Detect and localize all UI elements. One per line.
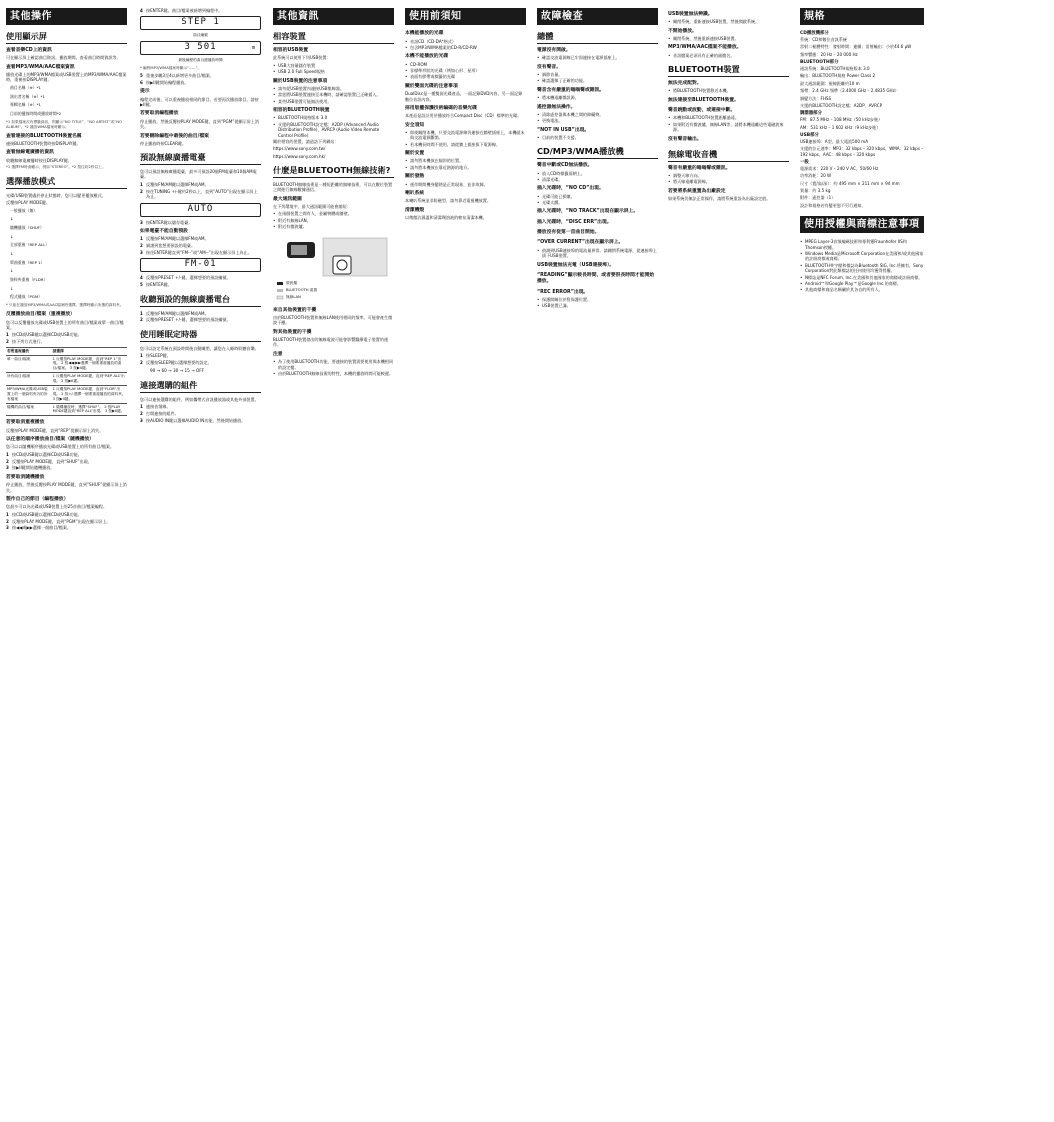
spec-item: FM：87.5 MHz – 108 MHz（50 kHz步進） xyxy=(800,117,883,123)
heading-cd: CD/MP3/WMA播放機 xyxy=(537,146,658,159)
spec-item: 通訊系統：BLUETOOTH規格版本 3.0 xyxy=(800,65,870,71)
step: 1 反覆按FM/AM鍵以選擇FM或AM。 xyxy=(140,181,209,187)
sleep-cycle: 90 → 60 → 30 → 15 → OFF xyxy=(150,368,205,374)
subheading: “REC ERROR”出現。 xyxy=(537,289,589,295)
paragraph: 編程完成後，可以重複播放相同的節目。若要再次播放節目，請按▶II鍵。 xyxy=(140,96,259,108)
footnote: * 編程MP3/WMA檔案時顯示“--.--”。 xyxy=(140,66,202,71)
list-item: • BLUETOOTH®字標和標誌為Bluetooth SIG, Inc.所擁有，Sony Corporation對此類標誌的任何使用均獲得授權。 xyxy=(800,263,924,274)
list-item: • 即使關閉本機，只要交流電源線仍連接在牆壁插座上，本機就未與交流電源斷開。 xyxy=(405,130,526,141)
step: 1 按SLEEP鍵。 xyxy=(140,353,171,359)
flow-arrow: ↓ xyxy=(10,268,14,274)
column-precautions xyxy=(405,8,526,1114)
spec-note: 設計和規格若有變更恕不另行通知。 xyxy=(800,202,866,208)
list-item: • 包含MP3/WMA檔案的CD-R/CD-RW xyxy=(405,45,526,50)
list-item: • 若本機長時間不使用，請從牆上插座拔下電源線。 xyxy=(405,142,526,147)
subheading: 最大通訊範圍 xyxy=(273,196,302,202)
flow-item: 全部重複（REP ALL） xyxy=(10,242,50,248)
spec-item: 附件：遙控器（1） xyxy=(800,195,836,201)
step: 5 重複步驟3至4以新增更多曲目/檔案。 xyxy=(140,73,214,79)
instruction: 反覆按PLAY MODE鍵。 xyxy=(6,200,51,206)
step: 1 按CD或USB鍵以選擇CD或USB功能。 xyxy=(6,511,82,517)
subheading: 本機能播放的光碟 xyxy=(405,31,444,37)
heading-recall: 收聽預設的無線廣播電台 xyxy=(140,294,261,307)
flow-item: 曲目名稱（※）*1 xyxy=(10,84,42,90)
footnote: *1 選擇FM時會顯示，例如“STEREO”。*2 按住約2秒以上。 xyxy=(6,165,106,170)
paragraph: 本喇叭系統並非防磁型，請勿靠近電視機放置。 xyxy=(405,198,491,204)
heading-sleep: 使用睡眠定時器 xyxy=(140,329,261,342)
list-item: • 調節音量。 xyxy=(537,72,658,77)
subheading: 提示 xyxy=(140,89,150,95)
subheading: 不開始播放。 xyxy=(668,28,697,34)
flow-item: 程式播放（PGM） xyxy=(10,294,43,300)
heading-display: 使用顯示屏 xyxy=(6,31,127,44)
spec-item: 支援的BLUETOOTH設定檔：A2DP、AVRCP xyxy=(800,102,883,108)
column-other-info xyxy=(273,8,394,1114)
list-item: • 如果附近有微波爐、無線LAN等，請將本機遠離這些電磁波來源。 xyxy=(668,122,789,133)
list-item: • 光碟可能已損壞。 xyxy=(537,194,658,199)
subheading: 若要取消重複播放 xyxy=(6,420,45,426)
subheading: USB裝置無法辨識。 xyxy=(668,12,713,17)
paragraph: BLUETOOTH裝置發出的無線電波可能會影響醫療電子裝置的運作。 xyxy=(273,337,389,348)
column-specifications xyxy=(800,8,924,1114)
subheading: “READING”顯示較長時間，或者要很長時間才能開始播放。 xyxy=(537,272,655,285)
step: 3 按◀◀或▶▶選擇一個曲目/檔案。 xyxy=(6,525,72,531)
list-item: • 請勿從USB裝置內連接USB集線器。 xyxy=(273,86,394,91)
lcd-display: STEP 1 xyxy=(140,16,261,30)
list-item: • 非標準形狀的光碟（例如心形、星形） xyxy=(405,68,526,73)
table-header: 若要重複播放 xyxy=(6,347,52,355)
list-item: • 表面有膠帶或標籤的光碟 xyxy=(405,74,526,79)
subheading: 無法連接至BLUETOOTH裝置。 xyxy=(668,97,739,103)
step: 3 按ENTER鍵以儲存電臺。 xyxy=(140,219,193,225)
section-header-trademark: 使用授權與商標注意事項 xyxy=(800,216,924,233)
list-item: • 當您將USB裝置連接至本機時，請確認裝置已正確插入。 xyxy=(273,92,394,97)
interference-illustration xyxy=(273,234,394,304)
subheading: 電源沒有開啟。 xyxy=(537,48,571,54)
list-item: • 偵測到USB連接埠的電流量異常。請關閉系統電源，從連接埠上拔下USB裝置。 xyxy=(537,248,658,259)
step: 4 反覆按PRESET +/-鍵，選擇想要的預設編號。 xyxy=(140,275,231,281)
paragraph: 由於BLUETOOTH裝置和無線LAN使用相同的頻率，可能會產生微波干擾。 xyxy=(273,314,393,326)
flow-item: 隨機播放（SHUF） xyxy=(10,224,44,230)
subheading: 關於USB裝置的注意事項 xyxy=(273,78,328,84)
subheading: 喇叭系統 xyxy=(405,190,425,196)
microwave-icon xyxy=(287,242,315,258)
step: 5 按ENTER鍵。 xyxy=(140,282,172,288)
paragraph: 光碟/USB裝置處於停止狀態時，您可以變更播放模式。 xyxy=(6,192,106,198)
step: 2 打開連接的組件。 xyxy=(140,410,179,416)
interference-diagram xyxy=(273,234,394,304)
step: 1 按CD或USB鍵以選擇CD或USB功能。 xyxy=(6,332,82,338)
legend-swatch xyxy=(277,296,283,299)
paragraph: 收聽無線電廣播時按住DISPLAY鍵。 xyxy=(6,157,72,163)
step: 3 按AUDIO IN鍵以選擇AUDIO IN功能，然後開始播放。 xyxy=(140,417,246,423)
step: 2 反覆按PLAY MODE鍵，直到“SHUF”出現。 xyxy=(6,458,92,464)
step: 1 反覆按FM/AM鍵以選擇FM或AM。 xyxy=(140,310,209,316)
subheading: 反覆播放曲目/檔案（重複播放） xyxy=(6,312,75,318)
section-header: 故障檢查 xyxy=(537,8,658,25)
step: 4 按ENTER鍵。曲目/檔案被新增到編程中。 xyxy=(140,8,223,13)
flow-item: 資料夾重複（FLDR） xyxy=(10,276,48,282)
spec-heading: USB部分 xyxy=(800,132,819,138)
list-item: • 為了使用BLUETOOTH功能，要連接的裝置需要使用與本機相同的設定檔。 xyxy=(273,359,394,370)
website-link[interactable]: https://www.sony.com.tw/ xyxy=(273,146,326,152)
list-item: • 請勿將本機放在靠近熱源的地方。 xyxy=(405,165,526,170)
spec-item: 尺寸（寬/高/深）：約 495 mm × 211 mm × 94 mm xyxy=(800,180,900,186)
subheading: 查看連接的BLUETOOTH裝置名稱 xyxy=(6,133,82,139)
paragraph: 以稍微沾濕溫和清潔劑溶液的軟布清潔本機。 xyxy=(405,215,487,220)
spec-item: 調變方法：FHSS xyxy=(800,95,832,101)
step: 2 反覆按PRESET +/-鍵，選擇想要的預設編號。 xyxy=(140,317,231,323)
section-header: 使用前須知 xyxy=(405,8,526,25)
paragraph: 您可以連接選購的組件，例如攜帶式音訊播放器或其他外部裝置。 xyxy=(140,396,259,402)
subheading: 沒有聲音輸出。 xyxy=(668,136,702,142)
paragraph: 反覆按PLAY MODE鍵，直到“REP”從顯示屏上消失。 xyxy=(6,427,104,433)
heading-what-bt: 什麼是BLUETOOTH無線技術? xyxy=(273,165,394,178)
subheading: 製作自己的節目（編程播放） xyxy=(6,496,69,502)
lcd-display: FM-01 xyxy=(140,258,261,272)
subheading: 若要取消編程播放 xyxy=(140,111,179,117)
step: 2 按下列方式進行。 xyxy=(6,339,45,345)
list-item: • 放入CD時標籤面朝上。 xyxy=(537,171,658,176)
step: 3 按▶II鍵開始隨機播放。 xyxy=(6,465,55,471)
list-item: • 關閉系統，然後重新連接USB裝置。 xyxy=(668,36,789,41)
list-item: • 確認交流電源線已牢固連接在電源插座上。 xyxy=(537,55,658,60)
subheading: 若要刪除編程中最後的曲目/檔案 xyxy=(140,133,209,139)
spec-item: 功率消耗：20 W xyxy=(800,173,832,179)
step: 2 調諧到您想要預設的電臺。 xyxy=(140,243,196,249)
spec-item: 質量：約 3.5 kg xyxy=(800,187,831,193)
list-item: • USB大容量儲存裝置 xyxy=(273,63,394,68)
list-item: • 音訊CD（CD-DA*格式） xyxy=(405,39,526,44)
list-item: • USB裝置已滿。 xyxy=(537,303,658,308)
subheading: 插入光碟時，“DISC ERR”出現。 xyxy=(537,219,612,225)
table-row: 隨機的曲目/檔案 1 隨機播放時，選擇“SHUF”。 2 按PLAY MODE鍵直到“REP ALL”出現。 3 按▶II鍵。 xyxy=(6,403,127,416)
subheading: 安全須知 xyxy=(405,122,425,128)
step: 2 反覆按PLAY MODE鍵，直到“PGM”出現在顯示屏上。 xyxy=(6,518,111,524)
subheading: 查看MP3/WMA/AAC檔案資訊 xyxy=(6,64,75,70)
list-item: • 更換電池。 xyxy=(537,118,658,123)
subheading: 插入光碟時，“NO CD”出現。 xyxy=(537,186,604,192)
section-header: 規格 xyxy=(800,8,924,25)
subheading: 如果電臺不能自動預設 xyxy=(140,228,188,234)
lcd-caption: 最後編程的曲目總播放時間 xyxy=(178,58,223,63)
subheading: 若要取消隨機播放 xyxy=(6,474,45,480)
list-item: • 關閉系統，重新連接USB裝置，然後開啟系統。 xyxy=(668,19,789,24)
paragraph: 停止播放，然後反覆按PLAY MODE鍵，直到“SHUF”從顯示屏上消失。 xyxy=(6,482,127,493)
flow-item: 單曲重複（REP 1） xyxy=(10,259,45,265)
step: 1 連接音頻線。 xyxy=(140,404,171,410)
flow-arrow: ↓ xyxy=(10,285,14,291)
flow-item: 一般播放（無） xyxy=(10,207,38,213)
lcd-display: 3 501 m xyxy=(140,41,261,55)
website-link[interactable]: https://www.sony.com.hk/ xyxy=(273,153,326,159)
column-other-operations-cont xyxy=(140,8,261,1114)
spec-heading: BLUETOOTH部分 xyxy=(800,60,839,66)
list-item: • 附近有無線LAN。 xyxy=(273,218,394,223)
paragraph: 如果系統仍無法正常操作，請將系統重設為出廠設定值。 xyxy=(668,196,771,202)
legend-label: 微波爐 xyxy=(286,280,298,285)
paragraph: 您可以以隨機順序播放光碟或USB裝置上的所有曲目/檔案。 xyxy=(6,444,115,450)
subheading: 沒有聲音。 xyxy=(537,64,561,70)
paragraph: 關於相容的裝置，請造訪下列網站： xyxy=(273,138,339,144)
paragraph: DualDisc是一種雙面光碟產品，一面記錄DVD內容，另一面記錄數位音訊內容。 xyxy=(405,91,523,102)
spec-item: 電源需求：220 V – 240 V AC，50/60 Hz xyxy=(800,165,879,171)
spec-heading: 一般 xyxy=(800,159,809,165)
footnote: *1 如果檔案沒有標籤資訊，則顯示“NO TITLE”、“NO ARTIST”或“NO ALBUM”。*2 播放WMA檔案時顯示。 xyxy=(6,119,122,129)
list-item: • Android™和Google Play™是Google Inc.的商標。 xyxy=(800,281,924,286)
list-item: • 確認選擇了正確的功能。 xyxy=(537,78,658,83)
footnote: * 只能在播放MP3/WMA或AAC檔案時選擇。選擇時顯示所選的資料夾。 xyxy=(6,303,124,308)
subheading: MP3/WMA/AAC檔案不能播放。 xyxy=(668,45,742,51)
step: 1 按CD或USB鍵以選擇CD或USB功能。 xyxy=(6,451,82,457)
flow-item: 演出者名稱（※）*1 xyxy=(10,93,45,99)
table-header: 請選擇 xyxy=(52,347,127,355)
spec-heading: CD播放機部分 xyxy=(800,31,829,37)
list-item: • 光碟太髒。 xyxy=(537,200,658,205)
list-item: • 請勿將本機放在傾斜的位置。 xyxy=(405,158,526,163)
section-header: 其他資訊 xyxy=(273,8,394,25)
paragraph: 您可以反覆播放光碟或USB裝置上的所有曲目/檔案或單一曲目/檔案。 xyxy=(6,319,124,330)
list-item: • 附近有微波爐。 xyxy=(273,224,394,229)
subheading: 注意 xyxy=(273,351,283,357)
list-item: • N標誌是NFC Forum, Inc.在美國和其他國家的商標或註冊商標。 xyxy=(800,275,924,280)
subheading: 聲音有嚴重的嗡嗡聲或雜訊。 xyxy=(668,165,731,171)
list-item: • 本機和BLUETOOTH裝置距離過遠。 xyxy=(668,115,789,120)
subheading: 採用版權保護技術編碼的音樂光碟 xyxy=(405,105,477,111)
list-item: • 調整天線方向。 xyxy=(668,173,789,178)
subheading: 聲音跳動或波動，或連接中斷。 xyxy=(668,108,736,114)
paragraph: BLUETOOTH無線技術是一種短距離的無線技術，可以在數位裝置之間進行無線數據通信。 xyxy=(273,181,393,193)
subheading: 相容的BLUETOOTH裝置 xyxy=(273,108,330,114)
list-item: • 將BLUETOOTH裝置移近本機。 xyxy=(668,88,789,93)
subheading: 聲音中斷或CD無法播放。 xyxy=(537,163,593,169)
spec-item: 頻帶：2.4 GHz 頻帶（2.4000 GHz – 2.4835 GHz） xyxy=(800,88,899,94)
spec-heading: 調諧器部分 xyxy=(800,111,822,117)
subheading: 播放沒有從第一首曲目開始。 xyxy=(537,230,600,236)
legend-swatch xyxy=(277,282,283,285)
flow-arrow: ↓ xyxy=(10,250,14,256)
flow-arrow: ↓ xyxy=(10,216,14,222)
step: 3 按住ENTER鍵直到“FM--”或“AM--”出現在顯示屏上為止。 xyxy=(140,250,252,256)
paragraph: 您最多可以為光碟或USB裝置上的25首曲目/檔案編程。 xyxy=(6,504,107,510)
list-item: • MPEG Layer-3音頻編碼技術和專利獲Fraunhofer IIS和Thomson授權。 xyxy=(800,239,924,250)
heading-radio: 無線電收音機 xyxy=(668,149,789,162)
paragraph: 停止播放時按CLEAR鍵。 xyxy=(140,140,187,146)
list-item: • 清除遙控器與本機之間的障礙物。 xyxy=(537,112,658,117)
heading-preset: 預設無線廣播電臺 xyxy=(140,152,261,165)
subheading: 插入光碟時，“NO TRACK”出現在顯示屏上。 xyxy=(537,209,639,215)
legend-label: BLUETOOTH 裝置 xyxy=(286,287,318,292)
spec-item: USB連接埠：A型，最大電流500 mA xyxy=(800,138,869,144)
paragraph: 播放光碟上的MP3/WMA檔案或USB裝置上的MP3/WMA/AAC檔案時，重複按DISPLAY鍵。 xyxy=(6,72,127,83)
list-item: • 由於BLUETOOTH無線技術的特性，本機的播放時間可能較遲。 xyxy=(273,371,394,376)
heading-general: 總體 xyxy=(537,31,658,44)
display-flow xyxy=(10,85,127,116)
list-item: • 運作期間機身變熱是正常現象，並非故障。 xyxy=(405,182,526,187)
subheading: 關於安置 xyxy=(405,151,425,157)
paragraph: 您可以預設無線廣播電臺，最多可預設20個FM電臺和10個AM電臺。 xyxy=(140,169,257,180)
list-item: • 某些USB裝置可能無法使用。 xyxy=(273,99,394,104)
list-item: • 目前的裝置不支援。 xyxy=(537,135,658,140)
paragraph: 此系統可以使用下列USB裝置： xyxy=(273,55,331,61)
lcd-caption: 曲目編號 xyxy=(193,33,208,38)
subheading: 若要將系統重置為出廠設定 xyxy=(668,188,726,194)
lcd-display: AUTO xyxy=(140,203,261,217)
subheading: 來自其他裝置的干擾 xyxy=(273,307,317,313)
table-row: 所有曲目/檔案 1 反覆按PLAY MODE鍵，直到“REP ALL”出現。 2 按▶II鍵。 xyxy=(6,373,127,386)
subheading: 以任意的順序播放曲目/檔案（隨機播放） xyxy=(6,436,95,442)
list-item: • 支援的BLUETOOTH設定檔：A2DP (Advanced Audio Distribution Profile)、AVRCP (Audio Video Remote Control Profile) xyxy=(273,122,394,138)
list-item: • Windows Media是Microsoft Corporation在美國和/或其他國家的註冊商標或商標。 xyxy=(800,251,924,262)
spec-item: 輸出：BLUETOOTH規格 Power Class 2 xyxy=(800,73,876,79)
subheading: USB裝置無法充電（USB連接埠）。 xyxy=(537,262,615,268)
spec-item: 系統：CD和數位音訊系統 xyxy=(800,37,847,42)
column-troubleshooting xyxy=(537,8,658,1114)
table-row: MP3/WMA光碟或USB裝置上的一個資料夾內的所有檔案 1 反覆按PLAY MODE鍵，直到“FLDR”出現。 2 按+/-選擇一個要重複播放的資料夾。 3 按▶II鍵。 xyxy=(6,385,127,403)
flow-item: 專輯名稱（※）*1 xyxy=(10,102,42,108)
subheading: 查看無線電廣播的資訊 xyxy=(6,150,54,156)
list-item: • CD-ROM xyxy=(405,62,526,67)
flow-item: 目前的播放時間或播放時間*2 xyxy=(10,110,62,116)
flow-arrow: ↓ xyxy=(10,233,14,239)
column-other-operations xyxy=(6,8,127,1114)
subheading: 本機不能播放的光碟 xyxy=(405,54,449,60)
section-header: 其他操作 xyxy=(6,8,127,25)
list-item: • 清潔光碟。 xyxy=(537,177,658,182)
subheading: 查看音樂CD上的資訊 xyxy=(6,48,52,54)
subheading: “OVER CURRENT”出現在顯示屏上。 xyxy=(537,240,624,246)
list-item: • 將天線遠離電源線。 xyxy=(668,179,789,184)
list-item: • 在兩個裝置之間有人、金屬物體或牆壁。 xyxy=(273,211,394,216)
paragraph: 可在顯示屏上確認曲目資訊。播放期間，查看曲目時間資訊等。 xyxy=(6,55,121,61)
list-item: • 音訊檔案必須具有正確的副檔名。 xyxy=(668,53,789,58)
step: 2 反覆按SLEEP鍵以選擇想要的設定。 xyxy=(140,359,212,365)
list-item: • BLUETOOTH規格版本 3.0 xyxy=(273,115,394,120)
subheading: 對其他裝置的干擾 xyxy=(273,329,312,335)
paragraph: 您可以設定系統在預設時間後自動關閉，讓您在入睡時聆聽音樂。 xyxy=(140,345,259,351)
subheading: “NOT IN USB”出現。 xyxy=(537,127,590,133)
subheading: 清潔機殼 xyxy=(405,207,425,213)
wifi-router-icon xyxy=(333,256,351,274)
heading-play-mode: 選擇播放模式 xyxy=(6,176,127,189)
spec-item: 支援的位元速率：MP3：32 kbps – 320 kbps，WMA：32 kbps – 192 kbps，AAC：48 kbps – 320 kbps xyxy=(800,146,924,157)
subheading: 關於雙面光碟的注意事項 xyxy=(405,83,458,89)
list-item: • 保護開關位於寫保護位置。 xyxy=(537,297,658,302)
subheading: 無法完成配對。 xyxy=(668,80,702,86)
step: 1 反覆按FM/AM鍵以選擇FM或AM。 xyxy=(140,236,209,242)
paragraph: 停止播放，然後反覆按PLAY MODE鍵，直到“PGM”從顯示屏上消失。 xyxy=(140,118,259,130)
list-item: • 其他商標和商品名稱屬於其各自的所有人。 xyxy=(800,287,924,292)
spec-item: 雷射二極體特性：發射時間：連續；雷射輸出：小於44.6 μW xyxy=(800,44,912,50)
repeat-table xyxy=(6,347,127,417)
list-item: • 將本機遠離雜訊源。 xyxy=(537,95,658,100)
legend-label: 無線LAN xyxy=(286,294,301,299)
heading-compat: 相容裝置 xyxy=(273,31,394,44)
heading-bluetooth: BLUETOOTH裝置 xyxy=(668,64,789,77)
subheading: 遙控器無法操作。 xyxy=(537,104,576,110)
step: 2 按住TUNING +/-鍵約2秒以上，直到“AUTO”出現在顯示屏上為止。 xyxy=(140,188,258,200)
paragraph: 在下列環境中，最大通訊範圍可能會縮短： xyxy=(273,204,351,210)
spec-item: AM：531 kHz – 1 602 kHz（9 kHz步進） xyxy=(800,124,881,130)
subheading: 相容的USB裝置 xyxy=(273,48,308,54)
subheading: 關於發熱 xyxy=(405,174,425,180)
heading-connect: 連接選購的組件 xyxy=(140,380,261,393)
subheading: 聲音含有嚴重的嗡嗡聲或雜訊。 xyxy=(537,87,605,93)
paragraph: 連接BLUETOOTH裝置時按DISPLAY鍵。 xyxy=(6,141,81,147)
spec-item: 頻率響應：20 Hz – 20 000 Hz xyxy=(800,51,858,57)
column-troubleshooting-cont xyxy=(668,8,789,1114)
spec-item: 最大通訊範圍：視線距離約10 m xyxy=(800,80,860,86)
play-mode-flow xyxy=(10,208,127,300)
legend-swatch xyxy=(277,289,283,292)
paragraph: 本產品是設計用於播放符合Compact Disc（CD）標準的光碟。 xyxy=(405,113,522,119)
table-row: 單一曲目/檔案 1 反覆按PLAY MODE鍵，直到“REP 1”出現。 2 按◀◀/▶▶選擇一個要重複播放的曲目/檔案。 3 按▶II鍵。 xyxy=(6,355,127,373)
list-item: • USB 2.0 Full Speed規格 xyxy=(273,69,394,74)
step: 6 按▶II鍵開始編程播放。 xyxy=(140,79,189,85)
